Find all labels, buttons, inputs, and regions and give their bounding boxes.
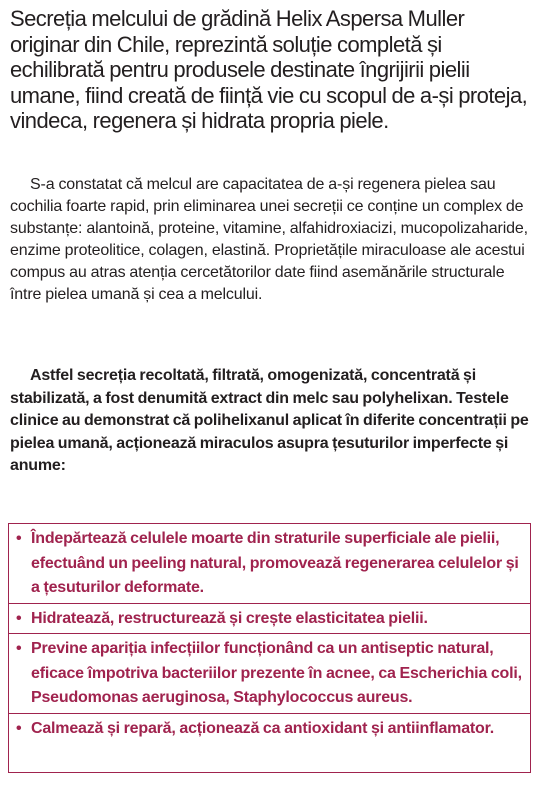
benefit-text: Hidratează, restructurează și crește elasticitatea pielii. [31, 609, 428, 627]
bullet-icon: • [16, 640, 22, 657]
bold-paragraph: Astfel secreția recoltată, filtrată, omogenizată, concentrată și stabilizată, a fost denumită extract din melc sau polyhelixan. Testele clinice au demonstrat că polihelixanul aplicat în diferite concentrații pe pielea umană, acționează miraculos asupra țesuturilor imperfecte și anume: [10, 367, 529, 474]
benefit-item [9, 604, 530, 635]
body-paragraph: S-a constatat că melcul are capacitatea de a-și regenera pielea sau cochilia foarte rapid, prin eliminarea unei secreții ce conține un complex de substanțe: alantoină, proteine, vitamine, alfahidroxiacizi, mucopolizaharide, enzime proteolitice, colagen, elastină. Proprietățile miraculoase ale acestui compus au atras atenția cercetătorilor date fiind asemănările structurale între pielea umană și cea a melcului. [10, 176, 528, 303]
benefit-text: Îndepărtează celulele moarte din straturile superficiale ale pielii, efectuând un peeling natural, promovează regenerarea celulelor și a țesuturilor deformate. [31, 530, 519, 596]
bullet-icon: • [16, 609, 22, 627]
benefit-item [9, 634, 530, 714]
benefit-item [9, 714, 530, 744]
benefits-list [8, 523, 531, 773]
benefit-item [9, 524, 530, 604]
bullet-icon: • [16, 530, 22, 547]
bullet-icon: • [16, 719, 22, 737]
benefit-text: Previne apariția infecțiilor funcționând ca un antiseptic natural, eficace împotriva bacteriilor prezente în acnee, ca Escherichia coli, Pseudomonas aeruginosa, Staphylococcus aureus. [31, 640, 522, 706]
intro-paragraph: Secreția melcului de grădină Helix Aspersa Muller originar din Chile, reprezintă soluție completă și echilibrată pentru produsele destinate îngrijirii pielii umane, fiind creată de ființă vie cu scopul de a-și proteja, vindeca, regenera și hidrata propria piele. [10, 6, 528, 133]
benefit-text: Calmează și repară, acționează ca antioxidant și antiinflamator. [31, 719, 494, 737]
